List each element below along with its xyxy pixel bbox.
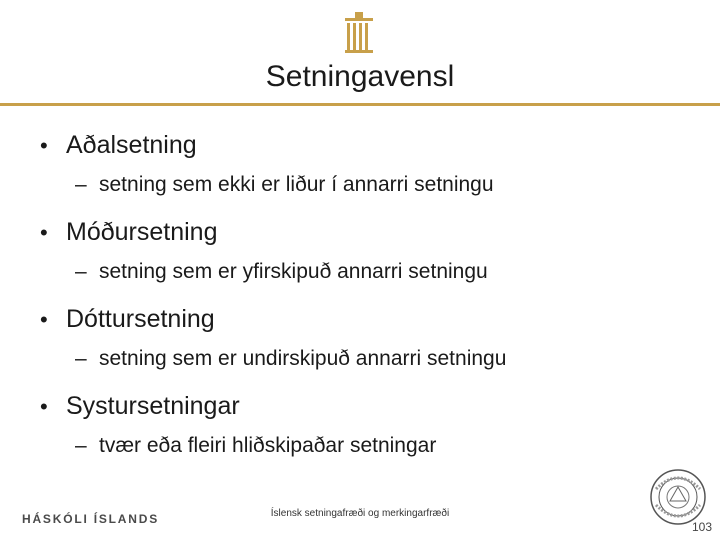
bullet-item	[40, 130, 700, 217]
bullet-symbol: •	[40, 133, 48, 158]
bullet-heading: Móðursetning	[66, 218, 218, 246]
bullet-heading: Systursetningar	[66, 392, 240, 420]
bullet-item	[40, 217, 700, 304]
sub-bullet-symbol: –	[75, 347, 87, 370]
bullet-symbol: •	[40, 220, 48, 245]
bullet-symbol: •	[40, 394, 48, 419]
bullet-item	[40, 304, 700, 391]
sub-bullet-symbol: –	[75, 434, 87, 457]
bullet-symbol: •	[40, 307, 48, 332]
bullet-definition: setning sem er yfirskipuð annarri setningu	[99, 260, 488, 283]
bullet-heading: Dóttursetning	[66, 305, 215, 333]
university-seal-icon	[648, 467, 708, 527]
title-underline	[0, 103, 720, 106]
university-pillars-icon	[343, 10, 375, 54]
slide-title: Setningavensl	[265, 60, 455, 93]
sub-bullet-symbol: –	[75, 173, 87, 196]
bullet-heading: Aðalsetning	[66, 131, 197, 159]
bullet-definition: setning sem er undirskipuð annarri setningu	[99, 347, 507, 370]
bullet-definition: tvær eða fleiri hliðskipaðar setningar	[99, 434, 437, 457]
university-wordmark: HÁSKÓLI ÍSLANDS	[22, 512, 160, 526]
course-name: Íslensk setningafræði og merkingarfræði	[270, 508, 450, 519]
page-number: 103	[691, 520, 712, 534]
bullet-item	[40, 391, 700, 478]
bullet-definition: setning sem ekki er liður í annarri setningu	[99, 173, 494, 196]
sub-bullet-symbol: –	[75, 260, 87, 283]
bullet-list	[40, 130, 700, 478]
